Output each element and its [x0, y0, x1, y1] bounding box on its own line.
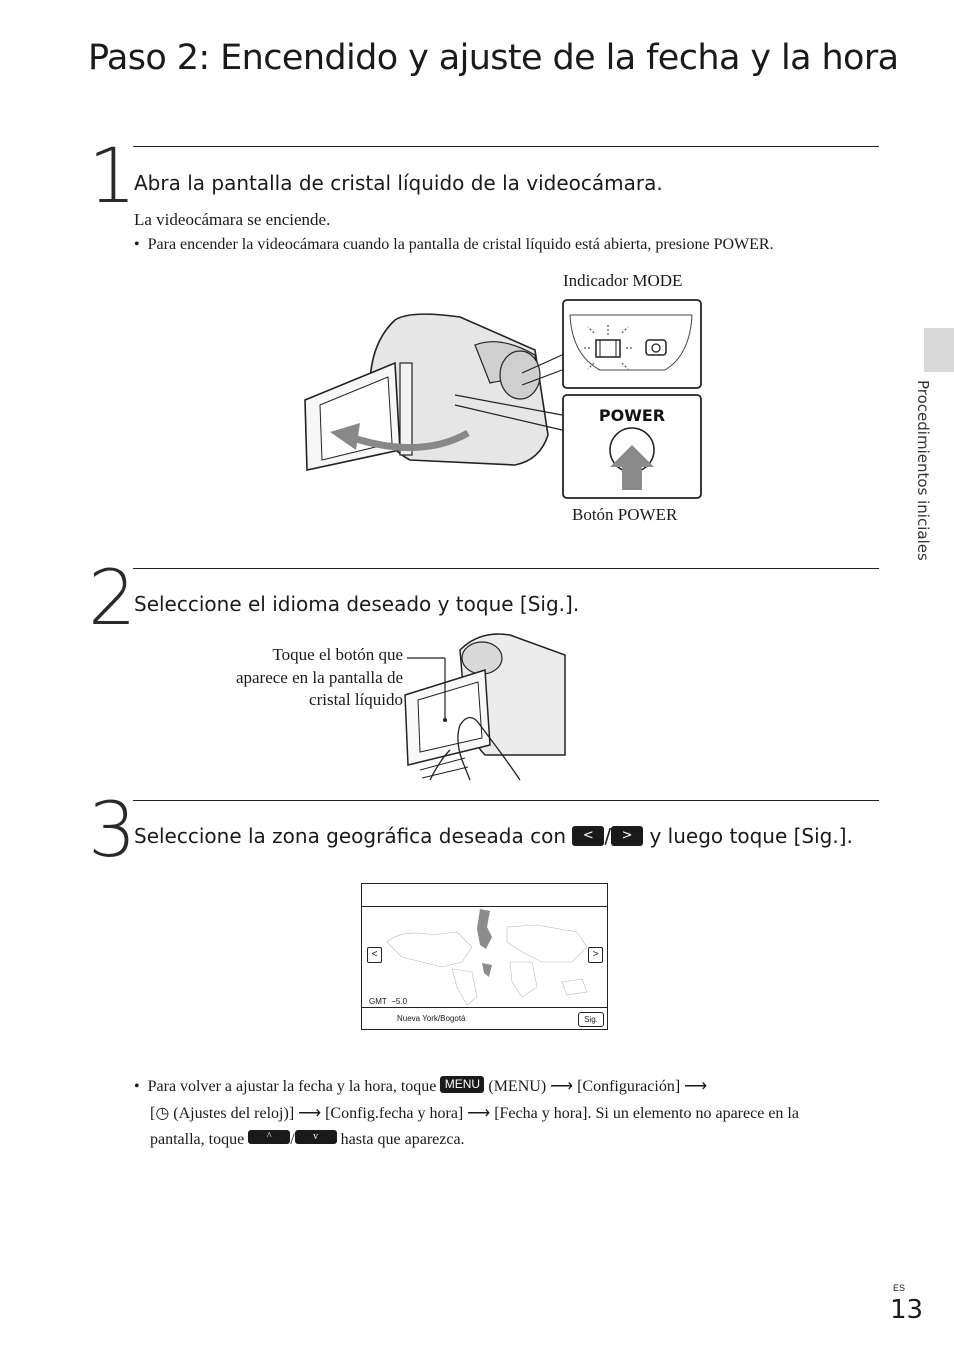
- step3-heading: Seleccione la zona geográfica deseada con < / > y luego toque [Sig.].: [134, 824, 853, 848]
- step2-callout-line: aparece en la pantalla de: [235, 667, 403, 687]
- gmt-label: GMT −5.0: [369, 997, 408, 1006]
- step1-text: La videocámara se enciende.: [134, 210, 331, 229]
- section-tab-label: Procedimientos iniciales: [914, 380, 932, 561]
- step2-callout-line: Toque el botón que: [272, 645, 403, 664]
- step1-number: 1: [88, 131, 137, 220]
- screen-footer-divider: [362, 1007, 607, 1008]
- page-title: Paso 2: Encendido y ajuste de la fecha y la hora: [88, 38, 899, 78]
- step2-callout: [200, 644, 403, 712]
- arrow-right-icon: ⟶: [550, 1078, 574, 1095]
- reset-datetime-note: • Para volver a ajustar la fecha y la hora, toque MENU (MENU) ⟶ [Configuración] ⟶ [◷ (Ajustes del reloj)] ⟶ [Config.fecha y hora] ⟶ [Fecha y hora]. Si un elemento no aparece en la pantalla, toque ^ / v hasta que aparezca.: [134, 1076, 799, 1148]
- chevron-up-icon: ^: [248, 1130, 290, 1144]
- step3-number: 3: [88, 785, 137, 874]
- next-button[interactable]: Sig.: [578, 1012, 604, 1027]
- menu-key-icon: MENU: [440, 1076, 484, 1093]
- language-code: ES: [893, 1283, 906, 1293]
- step3-rule: [133, 800, 879, 801]
- step2-rule: [133, 568, 879, 569]
- power-text: POWER: [598, 406, 666, 425]
- arrow-right-icon: ⟶: [298, 1105, 322, 1122]
- step1-heading: Abra la pantalla de cristal líquido de la videocámara.: [134, 171, 663, 195]
- camcorder-open-lcd-illustration: [300, 295, 710, 505]
- chevron-left-icon: <: [572, 826, 604, 846]
- selected-city: Nueva York/Bogotá: [397, 1014, 466, 1023]
- power-button-label: Botón POWER: [572, 505, 678, 524]
- arrow-right-icon: ⟶: [684, 1078, 708, 1095]
- mode-indicator-label: Indicador MODE: [563, 271, 683, 290]
- world-map: [362, 907, 607, 1007]
- clock-icon: ◷: [155, 1103, 170, 1122]
- step2-heading: Seleccione el idioma deseado y toque [Sig.].: [134, 592, 580, 616]
- timezone-screen: [361, 883, 608, 1030]
- screen-header: [362, 884, 607, 907]
- step2-number: 2: [88, 553, 137, 642]
- chevron-right-icon: >: [611, 826, 643, 846]
- touch-lcd-illustration: [400, 630, 570, 785]
- next-zone-button[interactable]: >: [588, 947, 603, 963]
- section-tab-marker: [924, 328, 954, 372]
- step2-callout-line: cristal líquido: [309, 690, 403, 709]
- prev-zone-button[interactable]: <: [367, 947, 382, 963]
- chevron-down-icon: v: [295, 1130, 337, 1144]
- page-number: 13: [890, 1295, 924, 1325]
- arrow-right-icon: ⟶: [467, 1105, 491, 1122]
- step1-rule: [133, 146, 879, 147]
- step1-bullet: • Para encender la videocámara cuando la pantalla de cristal líquido está abierta, presione POWER.: [134, 236, 774, 253]
